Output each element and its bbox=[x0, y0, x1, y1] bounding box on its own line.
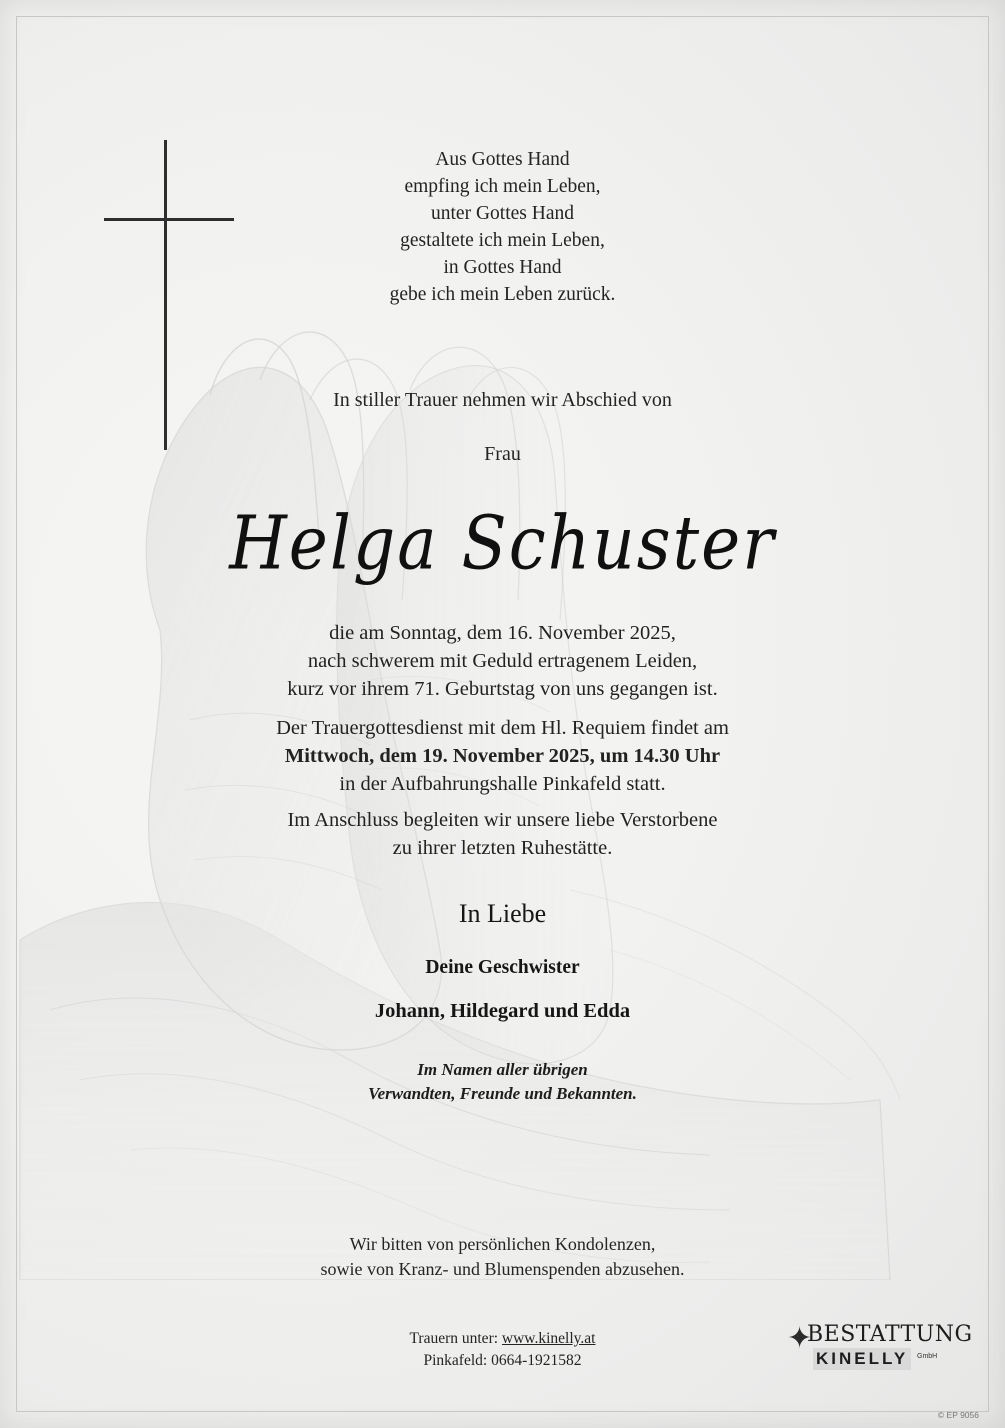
relatives-line: Im Namen aller übrigen bbox=[417, 1060, 588, 1079]
procession-line: Im Anschluss begleiten wir unsere liebe Verstorbene bbox=[287, 809, 718, 831]
service-location: in der Aufbahrungshalle Pinkafeld statt. bbox=[339, 773, 666, 795]
service-line-1: Der Trauergottesdienst mit dem Hl. Requiem findet am bbox=[276, 717, 729, 739]
logo-line-1: BESTATTUNG bbox=[807, 1322, 973, 1347]
family-label: Deine Geschwister bbox=[425, 957, 580, 978]
dove-icon: ✦ bbox=[787, 1322, 813, 1355]
relatives-line: Verwandten, Freunde und Bekannten. bbox=[368, 1084, 637, 1103]
life-line: die am Sonntag, dem 16. November 2025, bbox=[329, 622, 676, 644]
family-names: Johann, Hildegard und Edda bbox=[374, 1000, 631, 1022]
salutation: Frau bbox=[484, 443, 521, 465]
life-line: kurz vor ihrem 71. Geburtstag von uns gegangen ist. bbox=[287, 678, 718, 700]
website-link[interactable]: www.kinelly.at bbox=[501, 1330, 596, 1347]
deceased-name: Helga Schuster bbox=[229, 500, 776, 587]
poem bbox=[0, 146, 1005, 308]
logo-line-2: KINELLY bbox=[813, 1348, 911, 1370]
procession-line: zu ihrer letzten Ruhestätte. bbox=[392, 837, 613, 859]
contact-phone: Pinkafeld: 0664-1921582 bbox=[423, 1352, 582, 1369]
funeral-home-logo bbox=[787, 1320, 973, 1372]
relatives-note bbox=[0, 1058, 1005, 1106]
intro-text: In stiller Trauer nehmen wir Abschied von bbox=[333, 389, 672, 411]
service-datetime: Mittwoch, dem 19. November 2025, um 14.30 Uhr bbox=[284, 745, 721, 767]
life-line: nach schwerem mit Geduld ertragenem Leiden, bbox=[307, 650, 698, 672]
condolence-request bbox=[0, 1232, 1005, 1282]
mourn-prefix: Trauern unter: bbox=[409, 1330, 502, 1347]
copyright-note: © EP 9056 bbox=[937, 1410, 979, 1420]
in-love-heading: In Liebe bbox=[458, 899, 547, 928]
poem-line: empfing ich mein Leben, bbox=[404, 176, 601, 197]
logo-suffix: GmbH bbox=[917, 1353, 938, 1360]
poem-line: Aus Gottes Hand bbox=[435, 149, 570, 170]
request-line: Wir bitten von persönlichen Kondolenzen, bbox=[349, 1234, 656, 1254]
service-details bbox=[0, 714, 1005, 798]
life-details bbox=[0, 619, 1005, 703]
procession-text bbox=[0, 806, 1005, 862]
request-line: sowie von Kranz- und Blumenspenden abzusehen. bbox=[320, 1259, 685, 1279]
poem-line: unter Gottes Hand bbox=[431, 203, 574, 224]
poem-line: gebe ich mein Leben zurück. bbox=[389, 284, 616, 305]
poem-line: gestaltete ich mein Leben, bbox=[400, 230, 605, 251]
poem-line: in Gottes Hand bbox=[443, 257, 562, 278]
